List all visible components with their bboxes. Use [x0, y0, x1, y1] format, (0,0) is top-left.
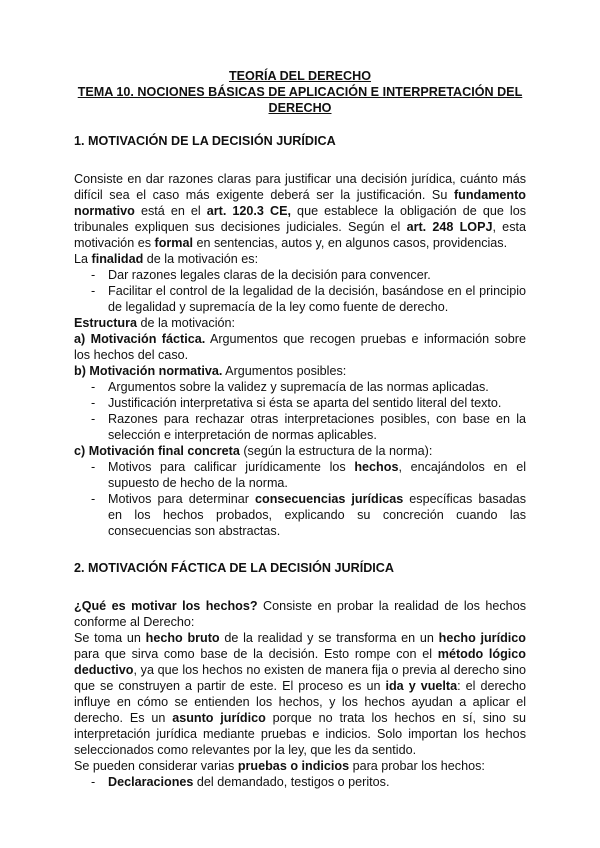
bold-run: asunto jurídico: [172, 711, 266, 725]
list-item: - Razones para rechazar otras interpretaciones posibles, con base en la selección e interpretación de normas aplicables.: [74, 411, 526, 443]
motivacion-final-list: [74, 459, 526, 539]
title-subject: TEORÍA DEL DERECHO: [228, 69, 372, 83]
bold-run: consecuencias jurídicas: [255, 492, 404, 506]
text-run: La: [74, 252, 92, 266]
section-2-body-paragraph: [74, 630, 526, 758]
text-run: , ya que los hechos no existen de manera fija o previa al derecho sino que se construyen a partir de este. El proceso es un: [74, 663, 526, 693]
document-content: [74, 68, 526, 790]
text-run: del demandado, testigos o peritos.: [193, 775, 390, 789]
text-run: : el derecho influye en cómo se entienden los hechos, y los hechos ayudan a aplicar el derecho. Es un: [74, 679, 526, 725]
text-run: para que sirva como base de la decisión. Esto rompe con el: [74, 647, 438, 661]
bold-run: c) Motivación final concreta: [74, 444, 240, 458]
list-item: - Justificación interpretativa si ésta se aparta del sentido literal del texto.: [74, 395, 526, 411]
bold-run: b) Motivación normativa.: [74, 364, 223, 378]
text-run: Argumentos posibles:: [222, 364, 347, 378]
text-run: porque no trata los hechos en sí, sino su interpretación jurídica mediante pruebas e indicios. Solo importan los hechos seleccionados como relevantes por la ley, que les da sentido.: [74, 711, 527, 757]
text-run: de la motivación:: [137, 316, 236, 330]
text-run: Consiste en dar razones claras para justificar una decisión jurídica, cuánto más difícil sea el caso más exigente deberá ser la justificación. Su: [74, 172, 526, 202]
title-topic: TEMA 10. NOCIONES BÁSICAS DE APLICACIÓN E INTERPRETACIÓN DEL DERECHO: [77, 85, 523, 115]
list-item: - Dar razones legales claras de la decisión para convencer.: [74, 267, 526, 283]
text-run: (según la estructura de la norma):: [239, 444, 433, 458]
text-run: Se toma un: [74, 631, 146, 645]
text-run: para probar los hechos:: [349, 759, 485, 773]
bold-run: Declaraciones: [108, 775, 194, 789]
text-run: Motivos para calificar jurídicamente los: [108, 460, 355, 474]
section-2-question-paragraph: [74, 598, 526, 630]
bold-run: ida y vuelta: [385, 679, 458, 693]
list-item: [74, 774, 526, 790]
pruebas-list: [74, 774, 526, 790]
section-1-intro-paragraph: [74, 171, 526, 251]
motivacion-final-paragraph: [74, 443, 526, 459]
bold-run: fundamento normativo: [74, 188, 526, 218]
motivacion-normativa-paragraph: [74, 363, 526, 379]
text-run: en sentencias, autos y, en algunos casos, providencias.: [193, 236, 508, 250]
bold-run: método lógico deductivo: [74, 647, 526, 677]
bold-run: Estructura: [74, 316, 137, 330]
list-item: - Facilitar el control de la legalidad de la decisión, basándose en el principio de legalidad y supremacía de la ley como fuente de derecho.: [74, 283, 526, 315]
text-run: está en el: [134, 204, 207, 218]
finalidad-paragraph: [74, 251, 526, 267]
bold-run: hecho jurídico: [438, 631, 526, 645]
text-run: de la motivación es:: [143, 252, 259, 266]
list-item: [74, 459, 526, 491]
bold-run: art. 120.3 CE,: [206, 204, 291, 218]
bold-run: pruebas o indicios: [237, 759, 350, 773]
pruebas-paragraph: [74, 758, 526, 774]
bold-run: hechos: [354, 460, 399, 474]
list-item: - Argumentos sobre la validez y supremacía de las normas aplicadas.: [74, 379, 526, 395]
text-run: que establece la obligación de que los tribunales expliquen sus decisiones judiciales. Según el: [74, 204, 526, 234]
section-1-heading: 1. MOTIVACIÓN DE LA DECISIÓN JURÍDICA: [74, 134, 336, 148]
text-run: Consiste en probar la realidad de los hechos conforme al Derecho:: [74, 599, 526, 629]
text-run: Se pueden considerar varias: [74, 759, 238, 773]
text-run: Motivos para determinar: [108, 492, 256, 506]
text-run: , esta motivación es: [74, 220, 526, 250]
text-run: , encajándolos en el supuesto de hecho de la norma.: [108, 460, 527, 490]
section-2-heading: 2. MOTIVACIÓN FÁCTICA DE LA DECISIÓN JURÍDICA: [74, 561, 394, 575]
bold-run: finalidad: [91, 252, 144, 266]
document-title: [74, 68, 526, 116]
motivacion-factica-paragraph: [74, 331, 526, 363]
bold-run: hecho bruto: [145, 631, 220, 645]
text-run: de la realidad y se transforma en un: [219, 631, 439, 645]
finalidad-list: [74, 267, 526, 315]
bold-run: a) Motivación fáctica.: [74, 332, 206, 346]
motivacion-normativa-list: [74, 379, 526, 443]
text-run: Argumentos que recogen pruebas e información sobre los hechos del caso.: [74, 332, 526, 362]
bold-run: formal: [154, 236, 193, 250]
bold-run: ¿Qué es motivar los hechos?: [74, 599, 258, 613]
estructura-paragraph: [74, 315, 526, 331]
text-run: específicas basadas en los hechos probados, explicando su concreción cuando las consecuencias son abstractas.: [108, 492, 526, 538]
bold-run: art. 248 LOPJ: [406, 220, 493, 234]
list-item: [74, 491, 526, 539]
